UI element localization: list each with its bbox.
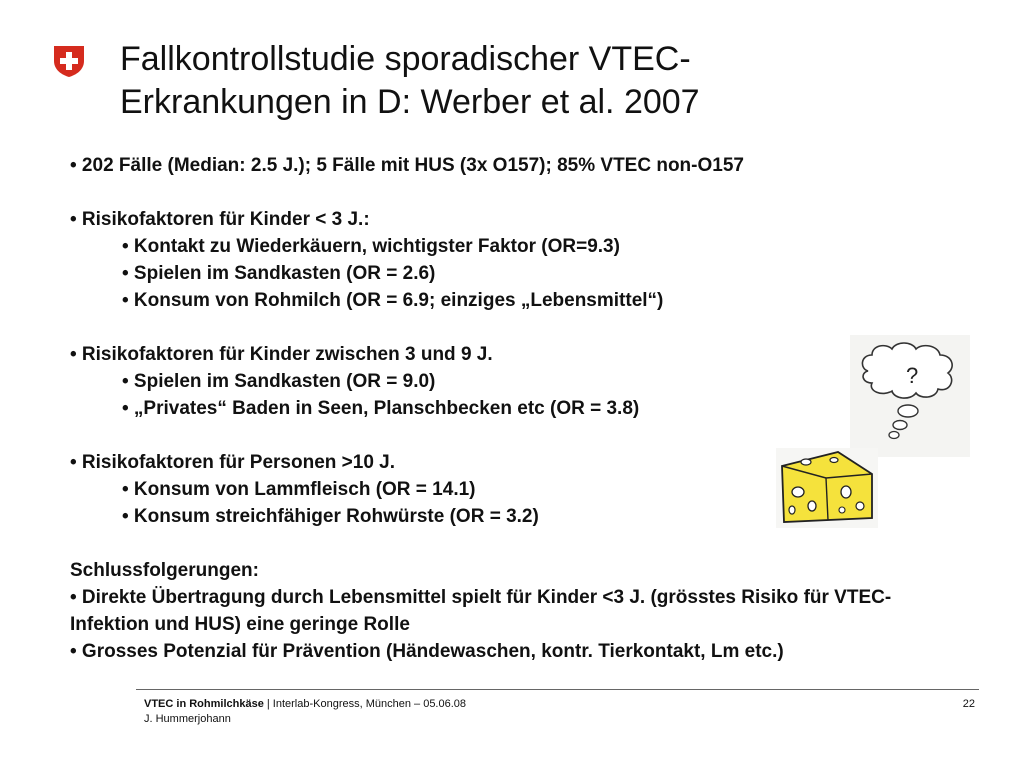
- conclusion-transmission: • Direkte Übertragung durch Lebensmittel spielt für Kinder <3 J. (grösstes Risiko für VTEC-Infektion und HUS) eine geringe Rolle: [70, 587, 892, 635]
- slide-title-line-2: Erkrankungen in D: Werber et al. 2007: [120, 83, 700, 121]
- spacer: [70, 422, 970, 449]
- sub-bullet-ruminants: • Kontakt zu Wiederkäuern, wichtigster Faktor (OR=9.3): [122, 236, 620, 257]
- footer-event: [144, 697, 466, 712]
- sub-bullet-sandbox: • Spielen im Sandkasten (OR = 2.6): [122, 263, 436, 284]
- sub-bullet-bathing: • „Privates“ Baden in Seen, Planschbecken etc (OR = 3.8): [122, 398, 640, 419]
- footer-event-title: VTEC in Rohmilchkäse: [144, 698, 264, 710]
- conclusions-heading: Schlussfolgerungen:: [70, 560, 259, 581]
- conclusion-prevention: • Grosses Potenzial für Prävention (Händewaschen, kontr. Tierkontakt, Lm etc.): [70, 641, 784, 662]
- slide-title-line-1: Fallkontrollstudie sporadischer VTEC-: [120, 40, 691, 78]
- spacer: [70, 314, 970, 341]
- bullet-cases: • 202 Fälle (Median: 2.5 J.); 5 Fälle mit HUS (3x O157); 85% VTEC non-O157: [70, 155, 744, 176]
- cheese-illustration: [776, 448, 878, 528]
- bullet-risk-over-10: • Risikofaktoren für Personen >10 J.: [70, 452, 396, 473]
- thought-cloud-illustration: [850, 335, 970, 457]
- sub-bullet-lamb: • Konsum von Lammfleisch (OR = 14.1): [122, 479, 476, 500]
- footer-divider: [136, 689, 979, 690]
- spacer: [70, 179, 970, 206]
- question-mark-icon: ?: [906, 363, 919, 388]
- sub-bullet-sandbox-2: • Spielen im Sandkasten (OR = 9.0): [122, 371, 436, 392]
- spacer: [70, 530, 970, 557]
- slide-title: [120, 38, 940, 124]
- bullet-risk-under-3: • Risikofaktoren für Kinder < 3 J.:: [70, 209, 370, 230]
- page-number: 22: [962, 698, 975, 710]
- swiss-cross-icon: [52, 44, 86, 78]
- footer-event-details: | Interlab-Kongress, München – 05.06.08: [263, 698, 467, 710]
- footer-author: J. Hummerjohann: [144, 713, 231, 725]
- slide-body: [70, 152, 970, 665]
- sub-bullet-raw-milk: • Konsum von Rohmilch (OR = 6.9; einziges „Lebensmittel“): [122, 290, 664, 311]
- bullet-risk-3-to-9: • Risikofaktoren für Kinder zwischen 3 und 9 J.: [70, 344, 493, 365]
- footer-info: [144, 697, 466, 727]
- sub-bullet-raw-sausage: • Konsum streichfähiger Rohwürste (OR = 3.2): [122, 506, 539, 527]
